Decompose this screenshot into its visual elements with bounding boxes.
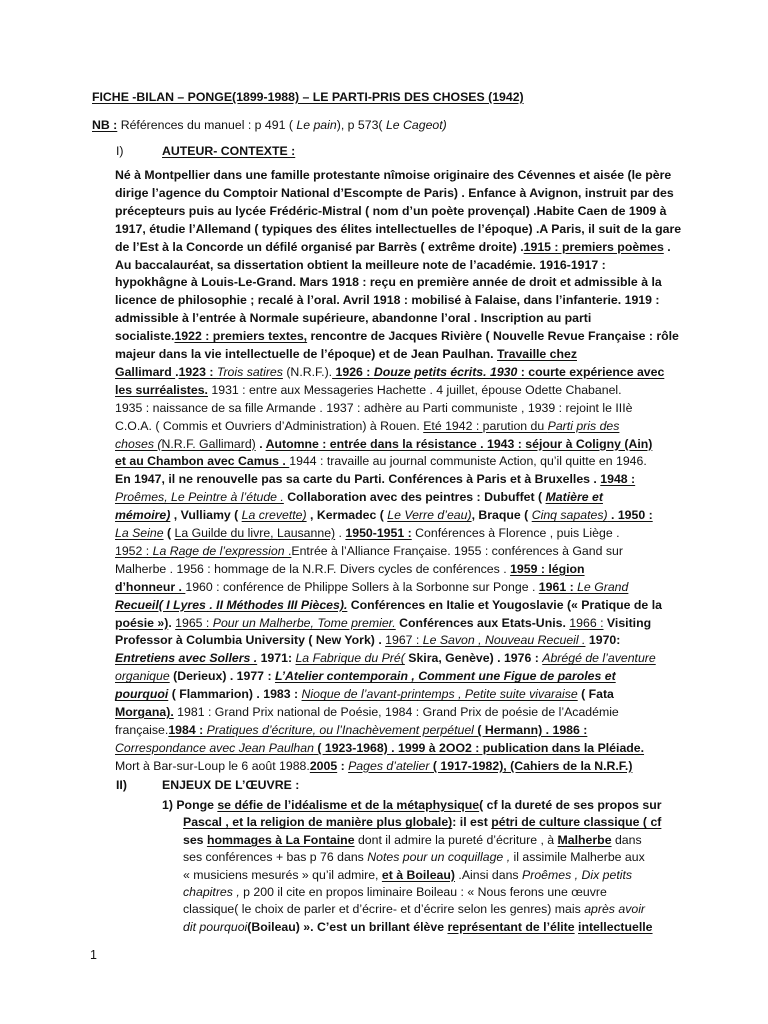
text-run: 1944 : travaille au journal communiste Action, qu’il quitte en 1946. [289,454,647,469]
text-run: Mort à Bar-sur-Loup le 6 août 1988. [115,758,310,773]
s1-line [115,650,656,666]
text-run: 1960 : conférence de Philippe Sollers à la Sorbonne sur Ponge . [185,579,539,594]
text-run: Né à Montpellier dans une famille protestante nîmoise originaire des Cévennes et aisée (le père [115,168,672,182]
text-run: ( Flammarion) . 1983 : [168,687,302,702]
s1-line [115,686,614,702]
text-run: dit pourquoi [183,919,248,934]
text-run: . [175,364,179,379]
text-run: Conférences aux Etats-Unis. [395,615,570,630]
text-run: .Ainsi dans [455,867,523,882]
s1-line [115,615,651,631]
text-run: organique [115,669,170,684]
section-2-title: ENJEUX DE L’ŒUVRE : [162,778,300,792]
text-run: 1952 : [115,543,153,558]
s1-line [115,310,591,326]
text-run: dans [611,832,642,847]
text-run: Le Savon , Nouveau Recueil . [422,633,586,648]
s2-line [183,814,661,830]
text-run: Matière et [545,490,603,505]
text-run: 1948 : [600,472,636,487]
s1-line [115,364,664,380]
text-run: 1950-1951 : [345,526,412,540]
s1-line [115,453,647,469]
s1-line [115,203,666,219]
text-run: . [168,615,176,630]
text-run: 1971: [257,651,296,666]
text-run: majeur dans la vie intellectuelle de l’époque) et de Jean Paulhan. [115,347,498,361]
text-run: d’honneur . [115,579,186,594]
nb-text: Références du manuel : p 491 ( [117,118,297,132]
text-run: 1984 : [168,722,207,737]
s1-line [115,167,671,183]
text-run: (Derieux) . 1977 : [169,669,275,684]
text-run: . [255,436,266,451]
text-run: admissible à l’entrée à Normale supérieure, abandonne l’oral . Inscription au parti [115,311,592,326]
text-run: socialiste. [115,329,175,344]
text-run: Le Grand [577,579,629,594]
text-run: intellectuelle [578,919,653,934]
text-run: mémoire) [115,508,171,523]
text-run: Gallimard [115,364,176,379]
s1-line [115,704,619,720]
s1-line [115,436,652,452]
section-1-number: I) [116,144,124,158]
text-run: L’Atelier contemporain , Comment une Figue de paroles et [274,669,616,684]
text-run: Visiting [603,615,652,630]
s1-line [115,346,577,362]
nb-mid: ), p 573( [336,118,386,132]
text-run: 1970: [585,633,621,648]
text-run: Entretiens avec Sollers . [115,651,258,666]
page-number: 1 [90,948,97,962]
text-run: . 1950 : [607,508,653,523]
text-run: . [287,543,292,558]
text-run: 1915 : premiers poèmes [523,239,664,254]
text-run: 2005 [309,758,338,773]
text-run: , Vulliamy ( [170,508,242,523]
text-run: 1926 : [332,364,374,379]
text-run: Professor à Columbia University ( New York) . [115,633,386,648]
text-run: ( 1923-1968) . 1999 à 2OO2 : publication dans la Pléiade. [313,740,645,755]
s2-line [183,849,645,865]
text-run: ses conférences + bas p 76 dans [183,850,368,865]
text-run: hommages à La Fontaine [206,832,355,847]
nb-line [92,117,447,133]
text-run: 1) Ponge [162,798,218,812]
s1-line [115,507,653,523]
s1-line [115,471,635,487]
text-run: ses [183,832,207,847]
s1-line [115,274,662,290]
text-run: chapitres , [183,885,240,899]
s1-line [115,382,622,398]
text-run: 1961 : [538,579,578,594]
text-run: 1965 : [175,615,213,630]
text-run: La crevette) [241,508,307,523]
text-run: française. [115,722,169,737]
text-run: Proêmes , Dix petits [522,867,633,882]
document-title: FICHE -BILAN – PONGE(1899-1988) – LE PARTI-PRIS DES CHOSES (1942) [92,90,524,104]
s1-line [115,185,674,201]
text-run: Abrégé de l’aventure [542,651,656,666]
s2-line [162,797,662,813]
text-run: Automne : entrée dans la résistance . 1943 : séjour à Coligny (Ain) [265,436,653,451]
text-run: En 1947, il ne renouvelle pas sa carte du Parti. Conférences à Paris et à Bruxelles . [115,472,601,487]
section-1-heading [116,143,124,159]
text-run: ( 1917-1982), (Cahiers de la N.R.F.) [429,758,633,773]
s1-line [115,400,632,416]
text-run: et à Boileau) [381,867,456,882]
text-run: Notes pour un coquillage , [367,850,511,865]
text-run: « musiciens mesurés » qu’il admire, [183,867,382,882]
text-run: Pascal , et la religion de manière plus globale) [183,815,453,830]
text-run: p 200 il cite en propos liminaire Boileau : « Nous ferons une œuvre [239,885,607,899]
text-run: : il est [452,815,492,830]
s1-line [115,328,679,344]
text-run: licence de philosophie ; recalé à l’oral. Avril 1918 : mobilisé à Falaise, dans l’infanterie. 1919 : [115,293,660,308]
text-run: 1967 : [385,633,423,648]
text-run: hypokhâgne à Louis-Le-Grand. Mars 1918 : reçu en première année de droit et admissible à la [115,275,662,290]
text-run: classique( le choix de parler et d’écrire- et d’écrire selon les genres) mais [183,902,585,917]
s1-line [115,758,632,774]
s2-line [183,832,642,848]
text-run: 1923 : [178,364,217,379]
text-run: Conférences à Florence , puis Liège . [411,526,620,540]
nb-pain: Le pain [296,118,337,132]
text-run: Malherbe [557,832,612,847]
text-run: Eté 1942 : parution du [423,418,548,433]
text-run: Collaboration avec des peintres : Dubuffet ( [283,490,546,505]
text-run: ( Hermann) . 1986 : [473,722,588,737]
text-run: 1959 : légion [510,561,585,576]
text-run: Pour un Malherbe, Tome premier. [212,615,396,630]
text-run: Correspondance avec Jean Paulhan [115,740,314,755]
text-run: (N.R.F.). [282,364,333,379]
text-run: 1917, étudie l’Allemand ( typiques des élites intellectuelles de l’époque) .A Paris, il suit de la gare [115,221,682,236]
s2-line [183,867,632,883]
s2-line [183,901,645,917]
text-run: Douze petits écrits. 1930 [373,364,518,379]
s1-line [115,668,616,684]
text-run: . [663,239,671,254]
text-run: se défie de l’idéalisme et de la métaphysique [217,798,480,812]
text-run: Conférences en Italie et Yougoslavie (« Pratique de la [347,597,662,612]
text-run: C.O.A. ( Commis et Ouvriers d’Administration) à Rouen. [115,418,424,433]
text-run: ( cf la dureté de ses propos sur [479,798,662,812]
text-run: : courte expérience avec [517,364,665,379]
s1-line [115,489,603,505]
s1-line [115,257,606,273]
s2-line [183,884,607,900]
text-run: Proêmes, Le Peintre à l’étude . [115,490,284,505]
text-run: La Seine [115,526,164,540]
s1-line [115,597,662,613]
s1-line [115,579,628,595]
text-run: pétri de culture classique ( cf [491,815,662,830]
text-run: Entrée à l’Alliance Française. 1955 : conférences à Gand sur [291,543,623,558]
text-run: La Rage de l’expression [152,543,288,558]
s1-line [115,292,659,308]
nb-cageot: Le Cageot) [385,118,447,132]
s1-line [115,543,623,559]
text-run: . [335,526,346,540]
text-run: dont il admire la pureté d’écriture , à [354,832,558,847]
s1-line [115,561,585,577]
s1-line [115,239,671,255]
text-run: dirige l’agence du Comptoir National d’Escompte de Paris) . Enfance à Avignon, instruit par des [115,185,674,200]
section-2-number: II) [116,778,127,792]
text-run: : [337,758,349,773]
text-run: 1931 : entre aux Messageries Hachette . 4 juillet, épouse Odette Chabanel. [207,382,622,397]
text-run: Morgana). [115,705,174,719]
text-run: Pages d’atelier [348,758,430,773]
text-run: Skira, Genève) . 1976 : [404,651,543,666]
s1-line [115,740,644,756]
text-run: et au Chambon avec Camus . [115,454,290,469]
text-run: 1922 : premiers textes, [174,329,308,344]
text-run: Cinq sapates) [531,508,608,523]
s1-line [115,525,620,541]
s1-line [115,632,620,648]
text-run: , Kermadec ( [306,508,388,523]
text-run: Travaille chez [497,347,577,361]
s1-line [115,418,619,434]
text-run: poésie ») [115,615,169,630]
text-run: choses ( [115,436,162,451]
text-run: Recueil( I Lyres . II Méthodes III Pièces). [115,597,348,612]
text-run: Trois satires [216,364,283,379]
text-run: 1981 : Grand Prix national de Poésie, 1984 : Grand Prix de poésie de l’Académie [173,705,619,719]
text-run: La Fabrique du Pré( [295,651,405,666]
text-run: , Braque ( [471,508,532,523]
text-run: après avoir [584,902,646,917]
text-run: Au baccalauréat, sa dissertation obtient la meilleure note de l’académie. 1916-1917 : [115,257,606,272]
text-run: de l’Est à la Concorde un défilé organisé par Barrès ( extrême droite) . [115,239,524,254]
text-run: N.R.F. Gallimard) [161,436,256,451]
text-run: La Guilde du livre, Lausanne) [174,526,336,540]
s1-line [115,722,587,738]
text-run: pourquoi [115,687,169,702]
text-run: les surréalistes. [115,382,208,397]
text-run: 1966 : [569,615,604,630]
text-run: Parti pris des [547,418,620,433]
nb-label: NB : [92,118,118,132]
text-run: il assimile Malherbe aux [510,850,645,865]
text-run: 1935 : naissance de sa fille Armande . 1937 : adhère au Parti communiste , 1939 : rejoint le IIIè [115,400,633,415]
text-run: précepteurs puis au lycée Frédéric-Mistral ( nom d’un poète provençal) .Habite Caen de 1909 à [115,203,667,218]
text-run: Nioque de l’avant-printemps , Petite suite vivaraise [301,687,578,702]
text-run: (Boileau) ». C’est un brillant élève [247,919,448,934]
text-run: Le Verre d’eau) [387,508,472,523]
s1-line [115,221,681,237]
s2-line [183,919,653,935]
text-run: Malherbe . 1956 : hommage de la N.R.F. Divers cycles de conférences . [115,561,511,576]
section-1-title: AUTEUR- CONTEXTE : [162,144,296,158]
text-run: représentant de l’élite [447,919,575,934]
text-run: ( Fata [577,687,614,702]
text-run: rencontre de Jacques Rivière ( Nouvelle Revue Française : rôle [307,329,679,344]
text-run: ( [163,526,175,540]
text-run: Pratiques d’écriture, ou l’Inachèvement perpétuel [206,722,474,737]
